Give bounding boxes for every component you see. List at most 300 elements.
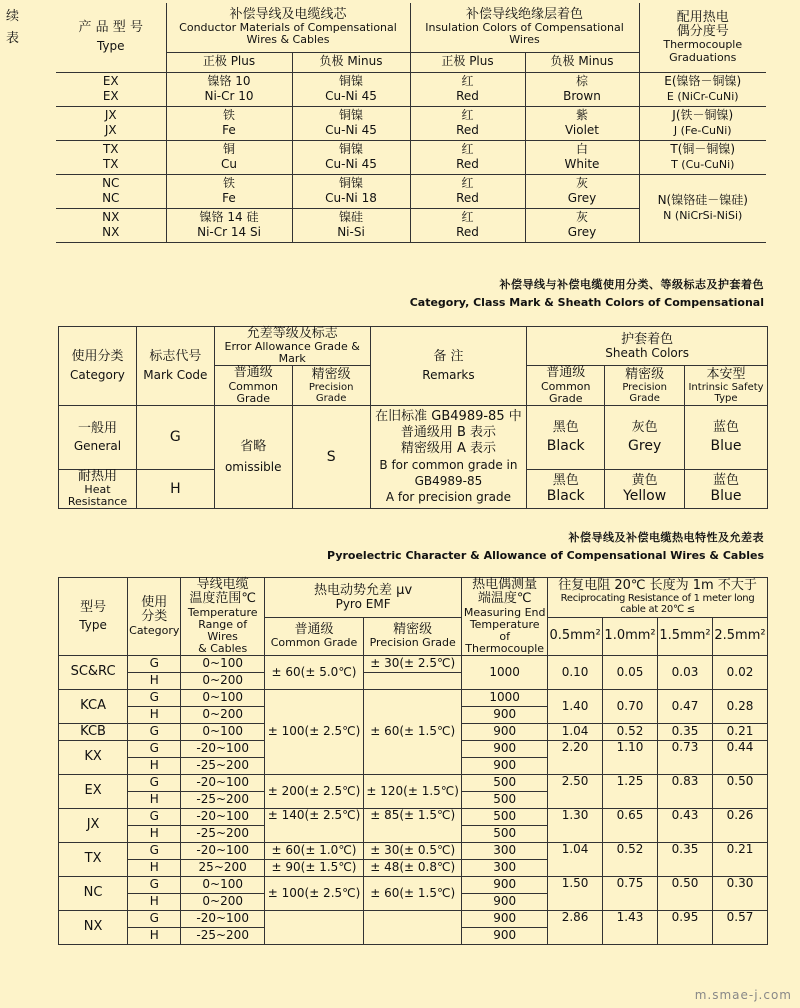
resistance-cell: 2.20: [548, 740, 603, 774]
table-row: [59, 808, 768, 825]
category-cell: H: [128, 825, 181, 842]
resistance-cell: 0.43: [658, 808, 713, 842]
sheath-precision-header-en: Precision Grade: [622, 381, 667, 404]
resistance-cell: 0.21: [712, 723, 767, 740]
color-cn: 蓝色: [713, 473, 740, 489]
resistance-cell: 0.52: [603, 723, 658, 740]
color-en: Black: [546, 437, 585, 454]
table-row: [56, 140, 766, 174]
category-cell: H: [128, 927, 181, 944]
category-cell: G: [128, 910, 181, 927]
precision-emf-cell: ± 30(± 2.5℃): [364, 655, 462, 672]
precision-grade-header-en: Precision Grade: [308, 381, 354, 404]
resistance-header-en: Reciprocating Resistance of 1 meter long cable at 20℃ ≤: [560, 593, 755, 616]
pyroelectric-section-heading: [327, 529, 764, 562]
measuring-cell: 900: [462, 740, 548, 757]
plus-cell: [166, 106, 292, 140]
category-cell: H: [128, 859, 181, 876]
resistance-cell: 0.65: [603, 808, 658, 842]
minus-cn: 铜镍: [338, 108, 363, 122]
resistance-cell: 0.21: [712, 842, 767, 876]
graduation-header-cn2: 偶分度号: [676, 24, 729, 40]
table-row: [59, 405, 768, 469]
temp-cell: 0~200: [181, 706, 265, 723]
resistance-cell: 0.44: [712, 740, 767, 774]
res-col-header: 2.5mm²: [712, 617, 767, 655]
sheath-common-cell: [527, 405, 605, 469]
heat-category-cell: [59, 469, 137, 508]
plus-cell: [166, 140, 292, 174]
resistance-cell: 2.50: [548, 774, 603, 808]
temp-cell: 0~100: [181, 876, 265, 893]
color-cn: 黑色: [552, 473, 579, 489]
category-header-cn2: 分类: [141, 609, 168, 625]
minus-cell: [292, 140, 410, 174]
graduation-cn: E(镍铬－铜镍): [664, 74, 742, 88]
category-cell: G: [128, 842, 181, 859]
resistance-cell: 0.73: [658, 740, 713, 774]
graduation-en: J (Fe-CuNi): [673, 124, 732, 137]
color-en: Blue: [710, 437, 742, 454]
temp-cell: -25~200: [181, 791, 265, 808]
measuring-cell: 1000: [462, 689, 548, 706]
graduation-cell: [639, 140, 766, 174]
graduation-cn: T(铜－铜镍): [670, 142, 736, 156]
minus-cell: [292, 72, 410, 106]
ins-minus-cn: 灰: [575, 210, 588, 224]
measuring-cell: 900: [462, 706, 548, 723]
type-code: TX: [102, 157, 119, 171]
type-cell: EX: [59, 774, 128, 808]
resistance-cell: 0.50: [658, 876, 713, 910]
remarks-line: 普通级用 B 表示: [400, 425, 497, 441]
type-cell: [56, 174, 166, 208]
ins-minus-cn: 灰: [575, 176, 588, 190]
emf-header: [264, 578, 461, 618]
resistance-cell: 0.28: [712, 689, 767, 723]
sheath-precision-cell: [605, 469, 685, 508]
type-header-en: Type: [79, 618, 107, 633]
mark-header-cn: 标志代号: [149, 349, 202, 365]
category-header-cn: 使用分类: [71, 349, 124, 365]
res-col-header: 1.0mm²: [603, 617, 658, 655]
measuring-cell: 500: [462, 774, 548, 791]
measuring-cell: 900: [462, 757, 548, 774]
type-code: JX: [104, 123, 117, 137]
type-cell: NX: [59, 910, 128, 944]
common-emf-cell: ± 140(± 2.5℃): [264, 808, 363, 842]
category-header: [59, 327, 137, 406]
ins-minus-cell: [525, 72, 639, 106]
measuring-header-en2: Temperature of: [469, 617, 540, 643]
resistance-cell: 0.26: [712, 808, 767, 842]
ins-plus-cn: 红: [461, 108, 474, 122]
temp-cell: 25~200: [181, 859, 265, 876]
allowance-header-cn: 允差等级及标志: [246, 326, 338, 341]
remarks-header: [370, 327, 527, 406]
common-emf-cell: ± 60(± 1.0℃): [264, 842, 363, 859]
remarks-line: GB4989-85: [414, 474, 483, 489]
general-category-cell: [59, 405, 137, 469]
measuring-cell: 500: [462, 825, 548, 842]
color-en: Yellow: [623, 487, 667, 504]
temp-header-en1: Temperature: [187, 605, 258, 619]
resistance-cell: 0.50: [712, 774, 767, 808]
ins-plus-cn: 红: [461, 210, 474, 224]
ins-plus-en: Red: [456, 89, 479, 103]
type-cell: [56, 208, 166, 242]
sheath-common-header-en: Common Grade: [540, 379, 591, 405]
general-en: General: [73, 439, 122, 454]
table-row: [59, 842, 768, 859]
ins-plus-cell: [410, 208, 525, 242]
res-col-header: 0.5mm²: [548, 617, 603, 655]
sheath-safety-header-cn: 本安型: [706, 366, 746, 382]
ins-plus-cn: 红: [461, 176, 474, 190]
conductor-header-cn: 补偿导线及电缆线芯: [229, 7, 347, 22]
graduation-cn: N(镍铬硅－镍硅): [657, 193, 748, 207]
type-code: NX: [102, 225, 120, 239]
ins-plus-en: Red: [456, 225, 479, 239]
color-en: Black: [546, 487, 585, 504]
sheath-precision-header-cn: 精密级: [625, 366, 665, 382]
remarks-header-cn: 备 注: [433, 349, 464, 365]
category-cell: G: [128, 740, 181, 757]
insulation-header: [410, 3, 639, 52]
resistance-cell: 0.47: [658, 689, 713, 723]
measuring-header-en1: Measuring End: [463, 605, 546, 619]
resistance-cell: 1.43: [603, 910, 658, 944]
minus-header: 负极 Minus: [292, 52, 410, 72]
minus-cn: 铜镍: [338, 142, 363, 156]
ins-minus-cn: 紫: [575, 108, 588, 122]
category-header-en: Category: [129, 623, 180, 637]
measuring-cell: 900: [462, 723, 548, 740]
resistance-cell: 0.05: [603, 655, 658, 689]
ins-plus-en: Red: [456, 123, 479, 137]
temp-cell: 0~100: [181, 723, 265, 740]
graduation-en: E (NiCr-CuNi): [666, 90, 739, 103]
type-code: NX: [102, 210, 120, 224]
temp-header-cn1: 导线电缆: [196, 577, 249, 592]
plus-cn: 镍铬 10: [207, 74, 251, 88]
precision-emf-cell: ± 48(± 0.8℃): [364, 859, 462, 876]
color-cn: 灰色: [631, 419, 658, 435]
table-row: [59, 774, 768, 791]
sheath-common-header-cn: 普通级: [546, 365, 586, 381]
type-cell: [56, 140, 166, 174]
ins-minus-en: Grey: [567, 191, 597, 205]
precision-emf-cell: ± 30(± 0.5℃): [364, 842, 462, 859]
graduation-header: [639, 3, 766, 72]
ins-minus-en: Grey: [567, 225, 597, 239]
ins-plus-cn: 红: [461, 74, 474, 88]
common-header-cn: 普通级: [294, 622, 334, 638]
temp-cell: 0~100: [181, 689, 265, 706]
remarks-cell: [370, 405, 527, 508]
common-emf-cell: ± 200(± 2.5℃): [264, 774, 363, 808]
color-en: Grey: [628, 437, 662, 454]
precision-grade-cell: S: [292, 405, 370, 508]
category-heading-cn: 补偿导线与补偿电缆使用分类、等级标志及护套着色: [499, 278, 764, 291]
table-row: [59, 655, 768, 672]
precision-emf-cell: ± 60(± 1.5℃): [364, 689, 462, 774]
graduation-header-cn1: 配用热电: [676, 9, 729, 25]
plus-en: Ni-Cr 10: [204, 89, 254, 103]
common-grade-cell: [214, 405, 292, 508]
precision-grade-header: [292, 366, 370, 405]
measuring-cell: 300: [462, 842, 548, 859]
type-code: TX: [102, 142, 119, 156]
precision-emf-cell: ± 120(± 1.5℃): [364, 774, 462, 808]
heat-en: Heat Resistance: [67, 483, 128, 509]
resistance-cell: 0.02: [712, 655, 767, 689]
minus-en: Cu-Ni 18: [325, 191, 377, 205]
graduation-cell: [639, 106, 766, 140]
mark-header-en: Mark Code: [143, 367, 208, 382]
minus-en: Cu-Ni 45: [325, 123, 377, 137]
common-grade-header: [214, 366, 292, 405]
table-row: [56, 72, 766, 106]
ins-plus-cn: 红: [461, 142, 474, 156]
type-code: NC: [102, 176, 120, 190]
common-grade-header-cn: 普通级: [233, 365, 273, 381]
resistance-cell: 0.03: [658, 655, 713, 689]
ins-minus-cell: [525, 106, 639, 140]
sheath-header: [527, 327, 768, 366]
type-code: EX: [102, 74, 119, 88]
common-grade-header-en: Common Grade: [228, 379, 279, 405]
sheath-header-en: Sheath Colors: [605, 345, 689, 360]
temp-cell: -20~100: [181, 910, 265, 927]
precision-emf-cell: ± 85(± 1.5℃): [364, 808, 462, 842]
type-header-cn: 产 品 型 号: [78, 20, 143, 35]
ins-minus-cell: [525, 208, 639, 242]
graduation-cn: J(铁－铜镍): [672, 108, 734, 122]
allowance-header-en: Error Allowance Grade & Mark: [224, 340, 360, 366]
minus-cell: [292, 174, 410, 208]
category-cell: G: [128, 876, 181, 893]
remarks-line: B for common grade in: [379, 458, 518, 473]
category-heading-en: Category, Class Mark & Sheath Colors of Compensational: [409, 296, 764, 309]
category-cell: G: [128, 808, 181, 825]
category-cell: H: [128, 706, 181, 723]
type-cell: KCB: [59, 723, 128, 740]
temp-cell: -25~200: [181, 757, 265, 774]
insulation-header-cn: 补偿导线绝缘层着色: [465, 7, 583, 22]
type-code: NC: [102, 191, 120, 205]
remarks-line: A for precision grade: [385, 490, 512, 505]
common-emf-cell: ± 90(± 1.5℃): [264, 859, 363, 876]
resistance-cell: 0.75: [603, 876, 658, 910]
color-cn: 黄色: [631, 473, 658, 489]
general-mark-cell: G: [136, 405, 214, 469]
resistance-header: [548, 578, 768, 618]
temp-cell: 0~200: [181, 893, 265, 910]
category-cell: H: [128, 893, 181, 910]
type-code: JX: [104, 108, 117, 122]
plus-cn: 铁: [222, 108, 235, 122]
continued-label: 续表: [6, 9, 20, 46]
temp-range-header: [181, 578, 265, 656]
plus-header: 正极 Plus: [166, 52, 292, 72]
insulation-header-en: Insulation Colors of Compensational Wires: [425, 21, 624, 47]
temp-cell: -25~200: [181, 927, 265, 944]
minus-en: Ni-Si: [337, 225, 365, 239]
ins-plus-cell: [410, 72, 525, 106]
type-cell: NC: [59, 876, 128, 910]
plus-en: Ni-Cr 14 Si: [197, 225, 261, 239]
resistance-cell: 1.04: [548, 842, 603, 876]
resistance-cell: 0.70: [603, 689, 658, 723]
ins-minus-cn: 白: [575, 142, 588, 156]
category-section-heading: [410, 276, 764, 309]
allowance-header: [214, 327, 370, 366]
graduation-header-en2: Graduations: [669, 50, 737, 64]
table-row: [59, 910, 768, 927]
plus-cell: [166, 208, 292, 242]
resistance-cell: 0.83: [658, 774, 713, 808]
ins-plus-en: Red: [456, 191, 479, 205]
temp-cell: -20~100: [181, 774, 265, 791]
conductor-materials-table: [56, 3, 766, 243]
mark-header: [136, 327, 214, 406]
common-grade-header: [264, 617, 363, 655]
general-cn: 一般用: [77, 420, 117, 436]
resistance-cell: 0.10: [548, 655, 603, 689]
graduation-en: T (Cu-CuNi): [671, 158, 735, 171]
temp-header-en2: Range of Wires: [198, 617, 248, 643]
resistance-cell: 0.35: [658, 842, 713, 876]
category-cell: G: [128, 689, 181, 706]
ins-plus-header: 正极 Plus: [410, 52, 525, 72]
graduation-cell: [639, 72, 766, 106]
sheath-common-cell: [527, 469, 605, 508]
common-emf-cell: [264, 910, 363, 944]
plus-en: Cu: [221, 157, 237, 171]
precision-emf-cell: ± 60(± 1.5℃): [364, 876, 462, 910]
temp-header-en3: & Cables: [198, 641, 248, 655]
category-cell: G: [128, 774, 181, 791]
temp-cell: -25~200: [181, 825, 265, 842]
measuring-header-cn1: 热电偶测量: [472, 577, 538, 592]
minus-cn: 铜镍: [338, 74, 363, 88]
temp-cell: -20~100: [181, 740, 265, 757]
common-emf-cell: ± 100(± 2.5℃): [264, 689, 363, 774]
ins-minus-en: White: [564, 157, 600, 171]
table-row: [59, 689, 768, 706]
category-cell: H: [128, 791, 181, 808]
minus-cell: [292, 208, 410, 242]
ins-minus-cell: [525, 140, 639, 174]
type-header-cn: 型号: [80, 599, 107, 615]
measuring-header-en3: Thermocouple: [465, 641, 545, 655]
resistance-cell: 1.40: [548, 689, 603, 723]
watermark: m.smae-j.com: [694, 988, 792, 1002]
remarks-line: 精密级用 A 表示: [400, 441, 497, 457]
resistance-cell: 1.30: [548, 808, 603, 842]
emf-header-cn: 热电动势允差 μv: [314, 582, 413, 598]
remarks-line: 在旧标准 GB4989-85 中: [375, 409, 522, 425]
measuring-cell: 900: [462, 910, 548, 927]
plus-cn: 铜: [222, 142, 235, 156]
sheath-precision-header: [605, 366, 685, 405]
color-cn: 黑色: [552, 419, 579, 435]
precision-grade-header-cn: 精密级: [311, 366, 351, 382]
color-en: Blue: [710, 487, 742, 504]
pyroelectric-heading-cn: 补偿导线及补偿电缆热电特性及允差表: [568, 531, 764, 544]
precision-grade-header: [364, 617, 462, 655]
measuring-cell: 500: [462, 808, 548, 825]
type-cell: [56, 106, 166, 140]
remarks-header-en: Remarks: [422, 367, 475, 382]
ins-minus-en: Violet: [564, 123, 600, 137]
common-emf-cell: ± 60(± 5.0℃): [264, 655, 363, 689]
measuring-cell: 900: [462, 893, 548, 910]
ins-plus-cell: [410, 140, 525, 174]
precision-emf-cell: [364, 672, 462, 689]
minus-cn: 镍硅: [338, 210, 363, 224]
category-cell: G: [128, 655, 181, 672]
table-row: [59, 876, 768, 893]
conductor-header-en: Conductor Materials of Compensational Wires & Cables: [179, 21, 397, 47]
resistance-cell: 0.30: [712, 876, 767, 910]
type-code: EX: [102, 89, 119, 103]
temp-header-cn2: 温度范围℃: [189, 591, 256, 607]
type-header: [59, 578, 128, 656]
temp-cell: -20~100: [181, 842, 265, 859]
pyroelectric-heading-en: Pyroelectric Character & Allowance of Compensational Wires & Cables: [327, 549, 764, 562]
precision-emf-cell: [364, 910, 462, 944]
plus-en: Fe: [222, 191, 236, 205]
common-grade-cn: 省略: [240, 439, 267, 455]
type-cell: KCA: [59, 689, 128, 723]
measuring-cell: 900: [462, 927, 548, 944]
resistance-cell: 1.50: [548, 876, 603, 910]
category-header: [128, 578, 181, 656]
measuring-header: [462, 578, 548, 656]
conductor-header: [166, 3, 410, 52]
measuring-cell: 500: [462, 791, 548, 808]
temp-cell: 0~200: [181, 672, 265, 689]
measuring-cell: 900: [462, 876, 548, 893]
ins-plus-en: Red: [456, 157, 479, 171]
measuring-cell: 1000: [462, 655, 548, 689]
sheath-common-header: [527, 366, 605, 405]
ins-minus-en: Brown: [563, 89, 601, 103]
type-cell: SC&RC: [59, 655, 128, 689]
measuring-header-cn2: 端温度℃: [477, 591, 532, 607]
type-cell: [56, 72, 166, 106]
precision-header-en: Precision Grade: [369, 636, 456, 650]
category-class-table: [58, 326, 768, 509]
color-cn: 蓝色: [713, 419, 740, 435]
plus-cn: 铁: [222, 176, 235, 190]
graduation-cell: [639, 174, 766, 242]
temp-cell: 0~100: [181, 655, 265, 672]
category-header-en: Category: [70, 367, 125, 382]
sheath-safety-header: [685, 366, 768, 405]
precision-header-cn: 精密级: [393, 622, 433, 638]
graduation-en: N (NiCrSi-NiSi): [663, 209, 743, 222]
ins-minus-cn: 棕: [575, 74, 588, 88]
minus-cn: 铜镍: [338, 176, 363, 190]
emf-header-en: Pyro EMF: [335, 596, 391, 611]
type-header-en: Type: [96, 39, 125, 54]
category-cell: G: [128, 723, 181, 740]
temp-cell: -20~100: [181, 808, 265, 825]
resistance-cell: 0.52: [603, 842, 658, 876]
